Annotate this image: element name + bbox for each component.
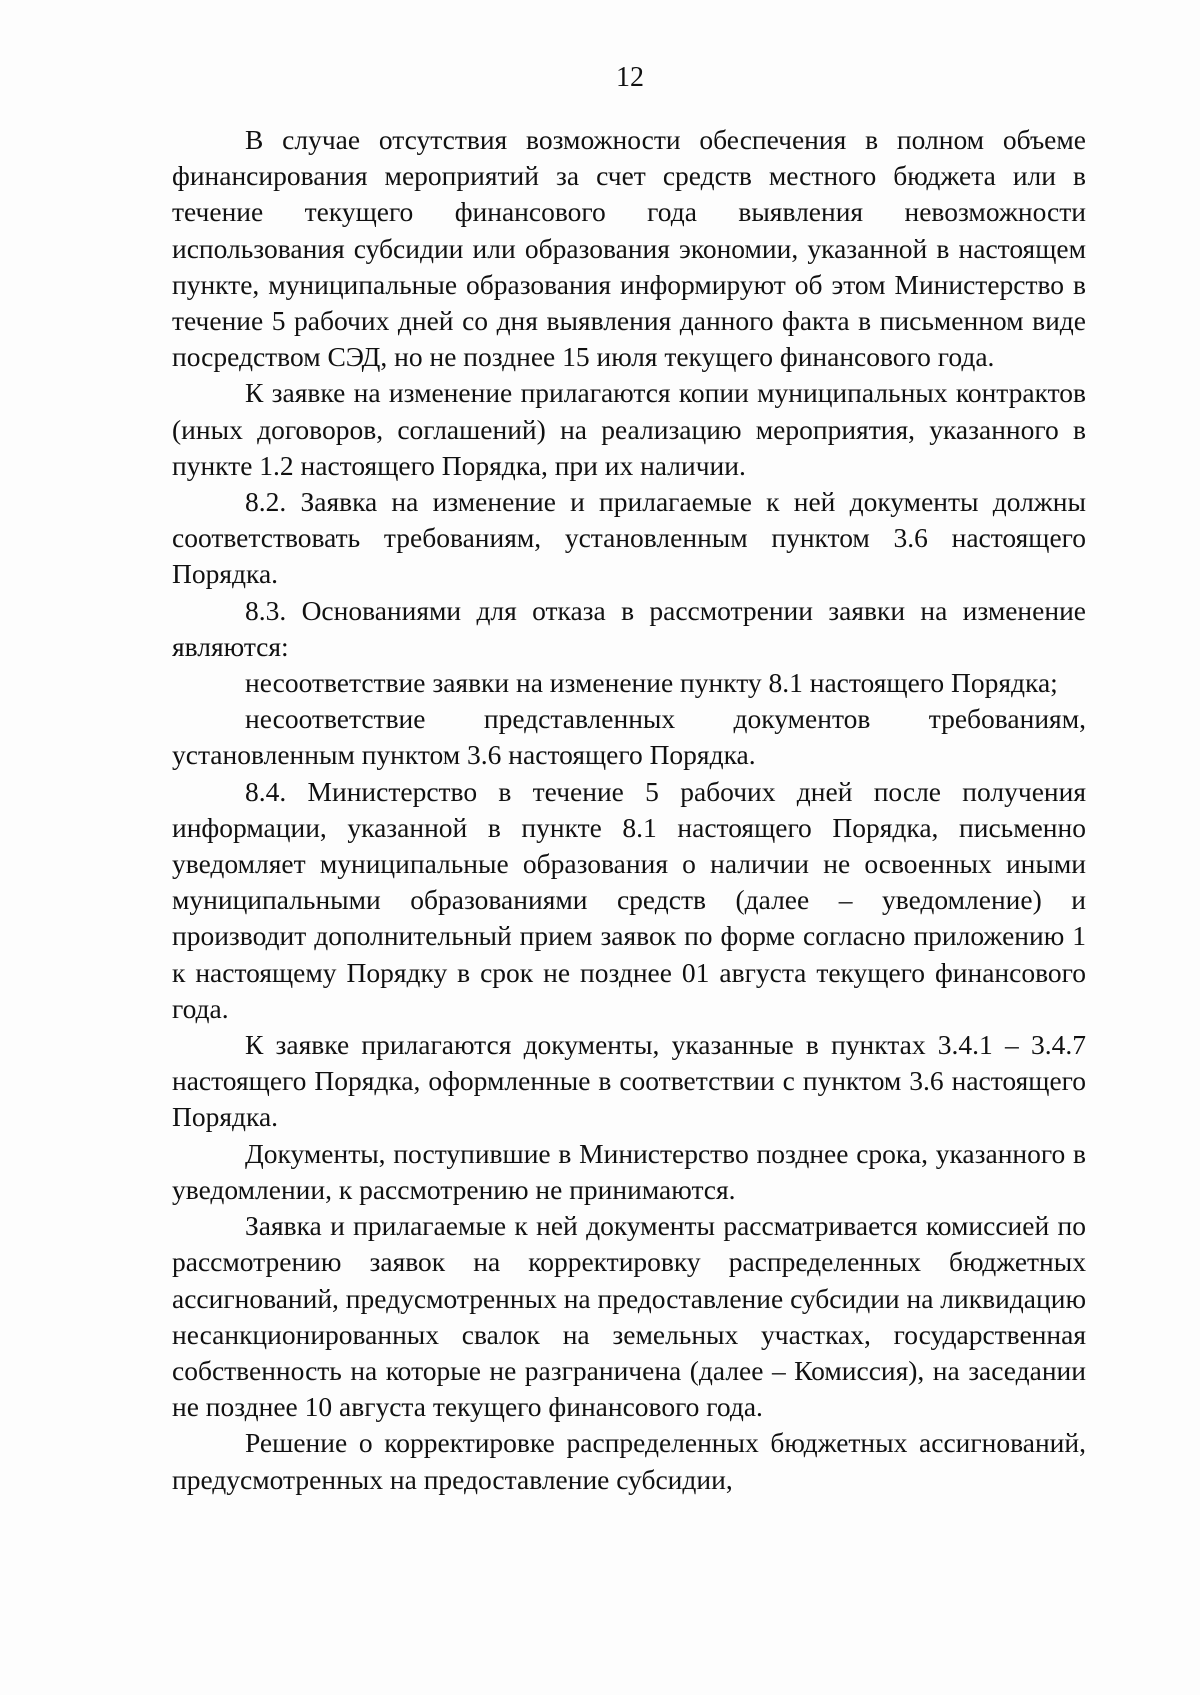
page-number: 12 (616, 62, 644, 93)
paragraph-8-3: 8.3. Основаниями для отказа в рассмотрении заявки на изменение являются: (172, 594, 1086, 662)
paragraph-refusal-reason-2: несоответствие представленных документов требованиям, установленным пунктом 3.6 настоящего Порядка. (172, 703, 1086, 771)
paragraph-attached-documents: К заявке прилагаются документы, указанные в пунктах 3.4.1 – 3.4.7 настоящего Порядка, оформленные в соответствии с пунктом 3.6 настоящего Порядка. (172, 1029, 1086, 1133)
paragraph-adjustment-decision: Решение о корректировке распределенных бюджетных ассигнований, предусмотренных на предоставление субсидии, (172, 1427, 1086, 1495)
paragraph-late-documents: Документы, поступившие в Министерство позднее срока, указанного в уведомлении, к рассмотрению не принимаются. (172, 1137, 1086, 1205)
paragraph-8-4: 8.4. Министерство в течение 5 рабочих дней после получения информации, указанной в пункте 8.1 настоящего Порядка, письменно уведомляет муниципальные образования о наличии не освоенных иными муниципальными образованиями средств (далее – уведомление) и производит дополнительный прием заявок по форме согласно приложению 1 к настоящему Порядку в срок не позднее 01 августа текущего финансового года. (172, 775, 1086, 1024)
paragraph-contract-copies: К заявке на изменение прилагаются копии муниципальных контрактов (иных договоров, соглашений) на реализацию мероприятия, указанного в пункте 1.2 настоящего Порядка, при их наличии. (172, 377, 1086, 481)
paragraph-refusal-reason-1: несоответствие заявки на изменение пункту 8.1 настоящего Порядка; (245, 667, 1058, 699)
paragraph-funding-absence: В случае отсутствия возможности обеспечения в полном объеме финансирования мероприятий за счет средств местного бюджета или в течение текущего финансового года выявления невозможности использования субсидии или образования экономии, указанной в настоящем пункте, муниципальные образования информируют об этом Министерство в течение 5 рабочих дней со дня выявления данного факта в письменном виде посредством СЭД, но не позднее 15 июля текущего финансового года. (172, 124, 1086, 373)
paragraph-commission-review: Заявка и прилагаемые к ней документы рассматривается комиссией по рассмотрению заявок на корректировку распределенных бюджетных ассигнований, предусмотренных на предоставление субсидии на ликвидацию несанкционированных свалок на земельных участках, государственная собственность на которые не разграничена (далее – Комиссия), на заседании не позднее 10 августа текущего финансового года. (172, 1210, 1086, 1423)
paragraph-8-2: 8.2. Заявка на изменение и прилагаемые к ней документы должны соответствовать требованиям, установленным пунктом 3.6 настоящего Порядка. (172, 486, 1086, 590)
document-body (172, 122, 1086, 1498)
